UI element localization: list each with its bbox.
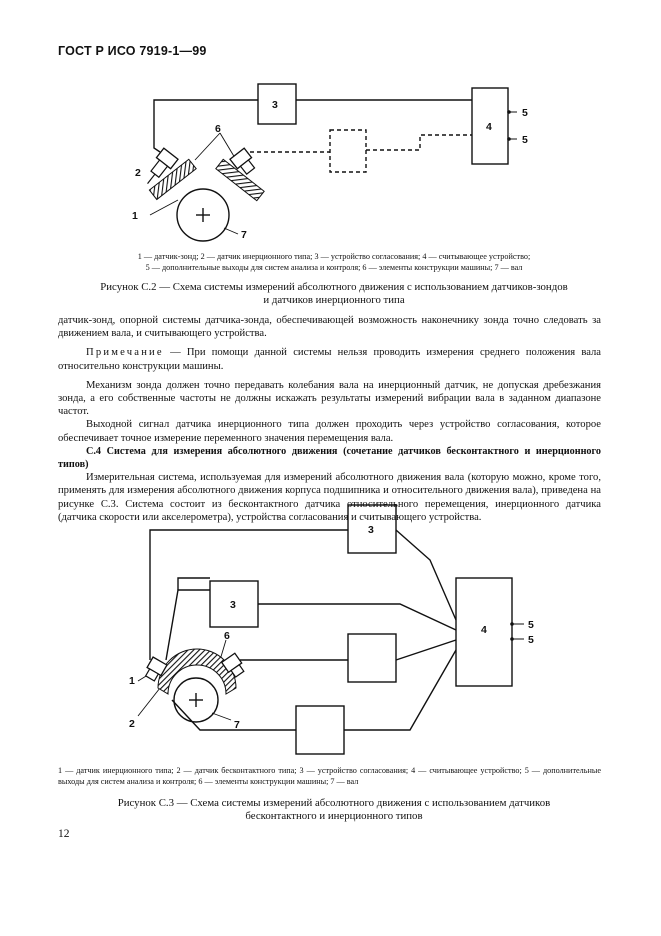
c3-label-6: 6	[224, 630, 230, 642]
c3-machine-element	[158, 649, 236, 694]
c2-label-5b: 5	[522, 134, 528, 146]
c2-caption	[58, 281, 610, 307]
c2-caption-line-1: Рисунок С.2 — Схема системы измерений абсолютного движения с использованием датчиков-зондов	[100, 281, 568, 293]
c3-label-7: 7	[234, 719, 240, 731]
c2-caption-line-2: и датчиков инерционного типа	[263, 294, 405, 306]
c2-label-5a: 5	[522, 107, 528, 119]
c2-dashed-box	[330, 130, 366, 172]
c2-label-3: 3	[272, 99, 278, 111]
c3-caption	[58, 797, 610, 823]
c3-caption-line-1: Рисунок С.3 — Схема системы измерений абсолютного движения с использованием датчиков	[117, 797, 551, 809]
note-text: — При помощи данной системы нельзя проводить измерения среднего положения вала относительно конструкции машины.	[58, 347, 601, 372]
c3-legend: 1 — датчик инерционного типа; 2 — датчик бесконтактного типа; 3 — устройство согласования; 4 — считывающее устройство; 5 — дополнительные выходы для систем анализа и контроля; 6 — элементы конструкции машины; 7 — вал	[58, 766, 601, 786]
c3-box-bottom	[296, 706, 344, 754]
c2-legend-line-1: 1 — датчик-зонд; 2 — датчик инерционного типа; 3 — устройство согласования; 4 — считывающее устройство;	[137, 252, 531, 261]
c3-label-5a: 5	[528, 619, 534, 631]
c3-label-3a: 3	[368, 524, 374, 536]
c2-label-7: 7	[241, 229, 247, 241]
c3-label-3b: 3	[230, 599, 236, 611]
c2-label-4: 4	[486, 121, 492, 133]
note-paragraph	[58, 346, 601, 372]
c3-label-1: 1	[129, 675, 135, 687]
c2-label-6: 6	[215, 123, 221, 135]
paragraph-2: Механизм зонда должен точно передавать колебания вала на инерционный датчик, не допуская дребезжания зонда, а его собственные частоты не должны искажать результаты измерений вибрации вала в заданном диапазоне частот.	[58, 379, 601, 418]
c2-legend	[58, 251, 610, 273]
c2-label-1: 1	[132, 210, 138, 222]
c3-label-2: 2	[129, 718, 135, 730]
document-header: ГОСТ Р ИСО 7919-1—99	[58, 44, 207, 58]
section-title: С.4 Система для измерения абсолютного движения (сочетание датчиков бесконтактного и инерционного типов)	[58, 445, 601, 471]
paragraph-4: Измерительная система, используемая для измерений абсолютного движения вала (которую можно, кроме того, применять для измерения абсолютного движения корпуса подшипника и относительного движения вала), приведена на рисунке С.3. Система состоит из бесконтактного датчика относительного перемещения, инерционного датчика (датчика скорости или акселерометра), устройства согласования и считывающего устройства.	[58, 472, 601, 523]
page-number: 12	[58, 828, 70, 840]
c3-caption-line-2: бесконтактного и инерционного типов	[245, 810, 423, 822]
c2-legend-line-2: 5 — дополнительные выходы для систем анализа и контроля; 6 — элементы конструкции машины; 7 — вал	[145, 263, 523, 272]
c3-label-5b: 5	[528, 634, 534, 646]
figure-c2-diagram	[0, 0, 661, 260]
c2-label-2: 2	[135, 167, 141, 179]
c3-box-lower	[348, 634, 396, 682]
c3-label-4: 4	[481, 624, 487, 636]
paragraph-1: датчик-зонд, опорной системы датчика-зонда, обеспечивающей возможность наконечнику зонда точно следовать за движением вала, и считывающего устройства.	[58, 315, 601, 340]
paragraph-3: Выходной сигнал датчика инерционного типа должен проходить через устройство согласования, которое обеспечивает точное измерение переменного значения перемещения вала.	[58, 419, 601, 444]
note-label: Примечание	[86, 347, 164, 359]
figure-c3-diagram	[0, 490, 661, 760]
